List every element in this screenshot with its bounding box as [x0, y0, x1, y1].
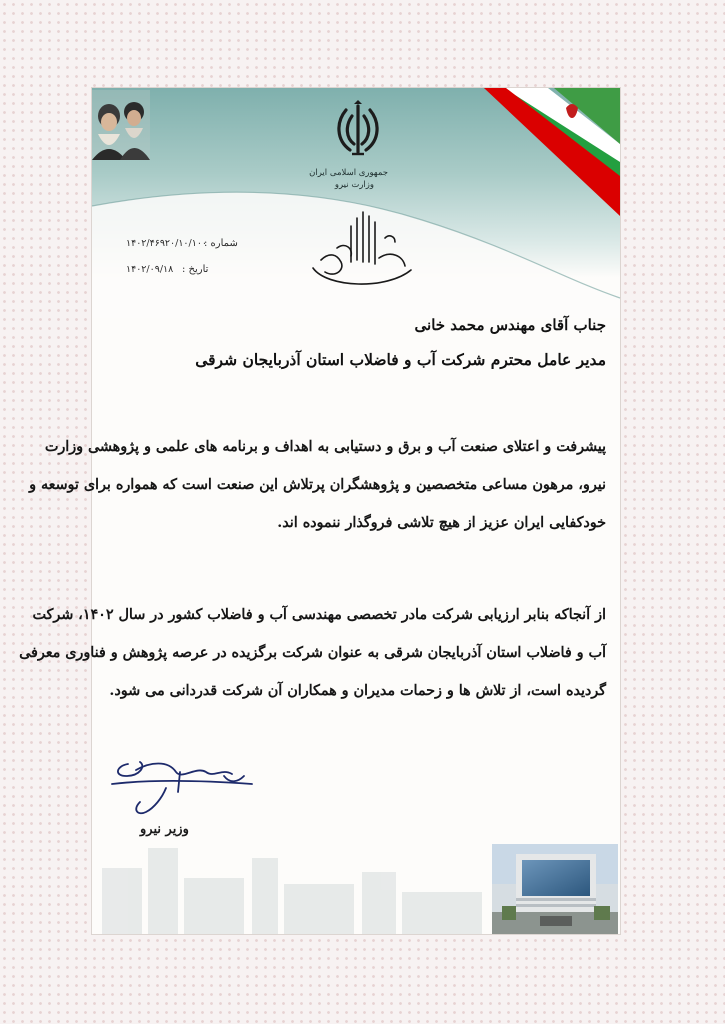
paragraph-line: نیرو، مرهون مساعی متخصصین و پژوهشگران پرتلاش این صنعت است که همواره برای توسعه و [29, 477, 606, 493]
reference-number-label: شماره : [204, 238, 238, 249]
paragraph-line: گردیده است، از تلاش ها و زحمات مدیران و همکاران آن شرکت قدردانی می شود. [109, 683, 606, 699]
iran-flag-icon [484, 88, 620, 216]
minister-signature [106, 758, 256, 820]
government-name: جمهوری اسلامی ایران [309, 168, 388, 178]
paragraph-line: آب و فاضلاب استان آذربایجان شرقی به عنوان شرکت برگزیده در عرصه پژوهش و فناوری معرفی [19, 645, 606, 661]
bismillah-calligraphy-icon [307, 208, 417, 290]
paragraph-line: از آنجاکه بنابر ارزیابی شرکت مادر تخصصی مهندسی آب و فاضلاب کشور در سال ۱۴۰۲، شرکت [32, 607, 606, 623]
reference-date-label: تاریخ : [182, 264, 209, 275]
recipient-title: مدیر عامل محترم شرکت آب و فاضلاب استان آذربایجان شرقی [195, 350, 606, 369]
reference-date-value: ۱۴۰۲/۰۹/۱۸ [126, 264, 174, 275]
paragraph-line: پیشرفت و اعتلای صنعت آب و برق و دستیابی به اهداف و برنامه های علمی و پژوهشی وزارت [44, 439, 606, 455]
certificate-page [19, 88, 620, 934]
ministry-name: وزارت نیرو [334, 180, 374, 190]
body-paragraph-1 [29, 428, 606, 542]
body-paragraph-2 [19, 596, 606, 710]
iran-emblem-icon [332, 100, 384, 160]
signer-title: وزیر نیرو [140, 822, 189, 837]
reference-number-value: ۱۴۰۲/۴۶۹۲۰/۱۰/۱۰۰ [126, 238, 208, 249]
leaders-portrait [92, 90, 150, 160]
paragraph-line: خودکفایی ایران عزیز از هیچ تلاشی فروگذار ننموده اند. [277, 515, 606, 531]
ministry-building-photo [492, 844, 618, 934]
recipient-name: جناب آقای مهندس محمد خانی [414, 316, 606, 334]
